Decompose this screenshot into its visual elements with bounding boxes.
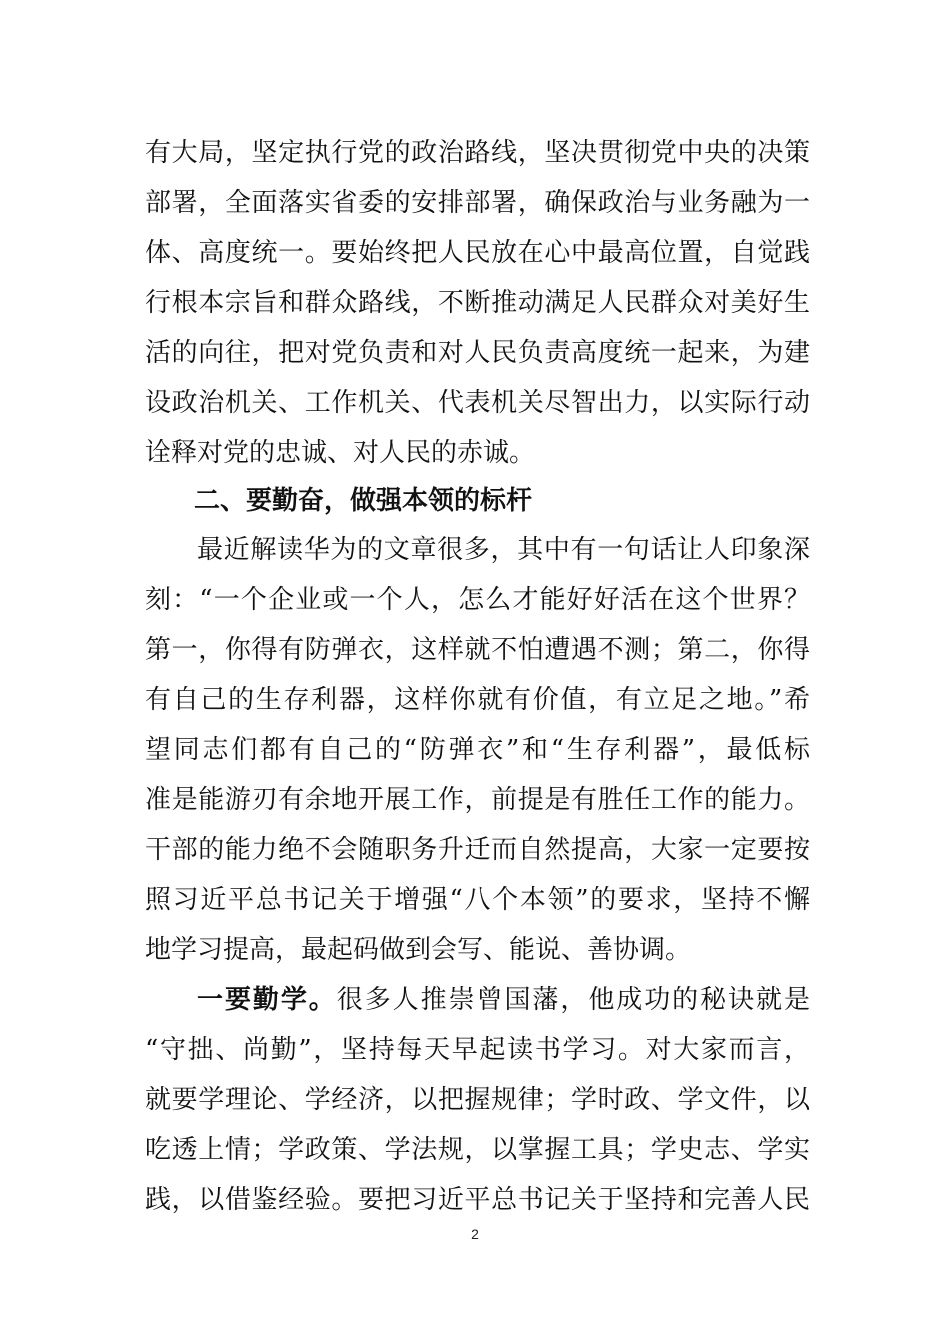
section-heading: 二、要勤奋，做强本领的标杆: [194, 486, 533, 516]
paragraph-line: 最近解读华为的文章很多，其中有一句话让人印象深: [197, 535, 810, 565]
page-number: 2: [471, 1226, 479, 1242]
paragraph-line: 地学习提高，最起码做到会写、能说、善协调。: [145, 935, 692, 965]
paragraph-line: 干部的能力绝不会随职务升迁而自然提高，大家一定要按: [145, 835, 810, 865]
paragraph-line: 望同志们都有自己的“防弹衣”和“生存利器”，最低标: [145, 735, 810, 765]
paragraph-lead: 一要勤学。: [197, 985, 337, 1015]
paragraph-line: 有大局，坚定执行党的政治路线，坚决贯彻党中央的决策: [145, 138, 810, 168]
paragraph-line: 第一，你得有防弹衣，这样就不怕遭遇不测；第二，你得: [145, 635, 810, 665]
paragraph-line: 吃透上情；学政策、学法规，以掌握工具；学史志、学实: [145, 1135, 810, 1165]
paragraph-line: 就要学理论、学经济，以把握规律；学时政、学文件，以: [145, 1085, 810, 1115]
paragraph-line: 有自己的生存利器，这样你就有价值，有立足之地。”希: [145, 685, 810, 715]
paragraph-line: 部署，全面落实省委的安排部署，确保政治与业务融为一: [145, 188, 810, 218]
paragraph-line: 照习近平总书记关于增强“八个本领”的要求，坚持不懈: [145, 885, 810, 915]
paragraph-line: 活的向往，把对党负责和对人民负责高度统一起来，为建: [145, 338, 810, 368]
paragraph-line: [197, 980, 810, 1020]
paragraph-line: 诠释对党的忠诚、对人民的赤诚。: [145, 438, 536, 468]
paragraph-line: 准是能游刃有余地开展工作，前提是有胜任工作的能力。: [145, 785, 810, 815]
paragraph-line: “守拙、尚勤”，坚持每天早起读书学习。对大家而言，: [145, 1035, 810, 1065]
paragraph-line: 践，以借鉴经验。要把习近平总书记关于坚持和完善人民: [145, 1185, 810, 1215]
paragraph-text: 很多人推崇曾国藩，他成功的秘诀就是: [336, 985, 810, 1015]
paragraph-line: 行根本宗旨和群众路线，不断推动满足人民群众对美好生: [145, 288, 810, 318]
paragraph-line: 体、高度统一。要始终把人民放在心中最高位置，自觉践: [145, 238, 810, 268]
paragraph-line: 刻：“一个企业或一个人，怎么才能好好活在这个世界？: [145, 585, 810, 615]
paragraph-line: 设政治机关、工作机关、代表机关尽智出力，以实际行动: [145, 388, 810, 418]
